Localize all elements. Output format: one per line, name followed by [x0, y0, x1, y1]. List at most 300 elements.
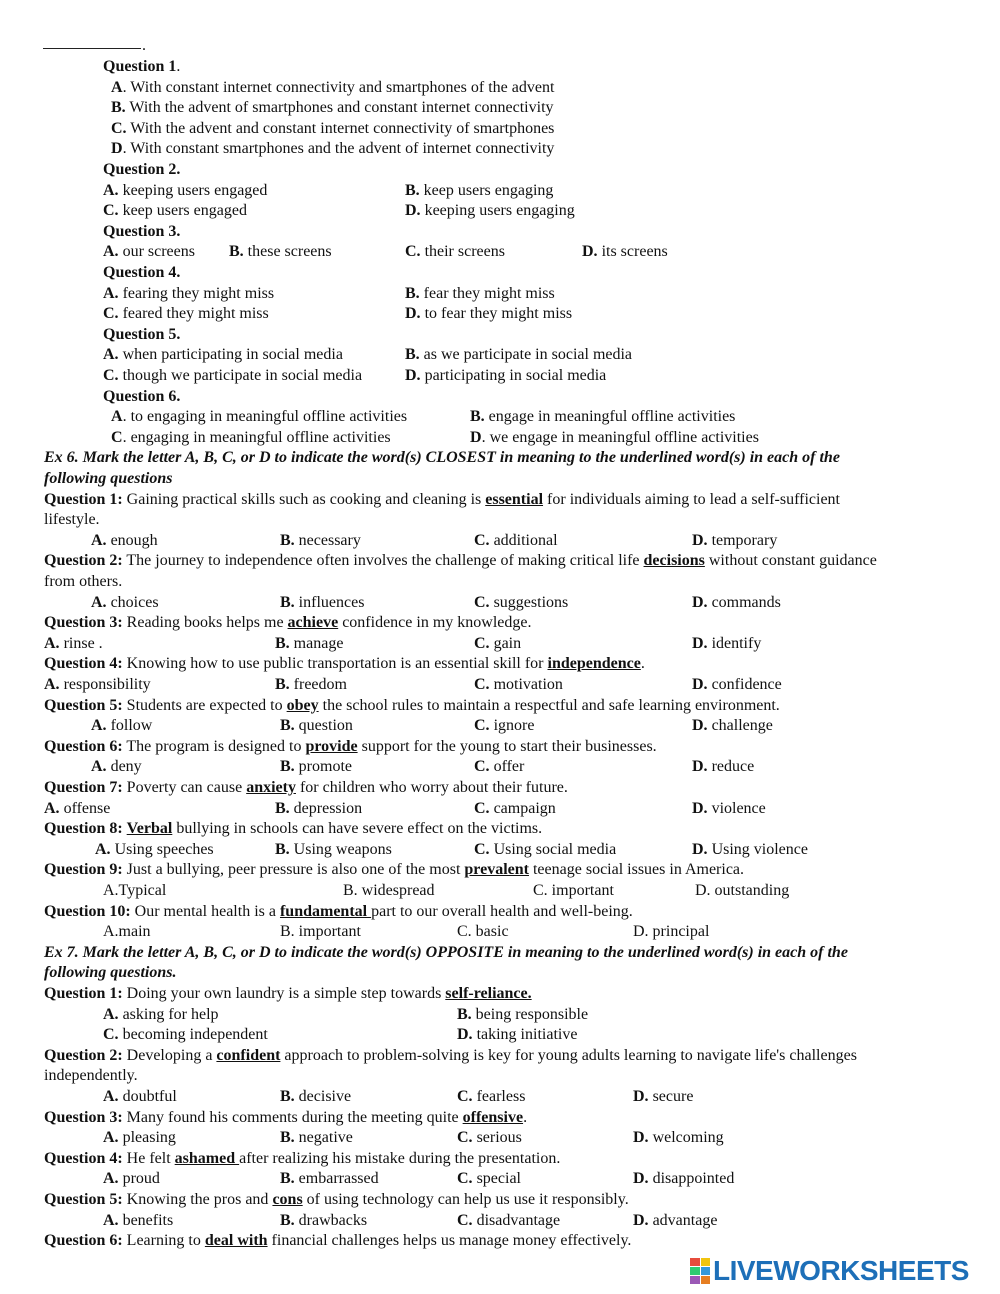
option-c[interactable]	[474, 634, 521, 654]
option-b[interactable]	[470, 407, 735, 427]
option-letter: A.	[103, 1129, 119, 1147]
option-letter: C.	[111, 119, 127, 137]
stem-text-before: Doing your own laundry is a simple step towards	[122, 985, 446, 1002]
underlined-word: Verbal	[126, 820, 173, 838]
option-letter: D.	[692, 676, 708, 693]
stem-text-before: Learning to	[122, 1232, 205, 1250]
options-row	[0, 139, 1000, 159]
option-d[interactable]	[692, 840, 808, 860]
option-text: . With constant smartphones and the advent of internet connectivity	[122, 140, 555, 158]
option-letter: B.	[275, 634, 290, 652]
option-letter: B.	[280, 758, 295, 776]
option-c[interactable]	[111, 119, 554, 139]
options-row	[0, 881, 1000, 901]
option-text: rinse .	[59, 634, 103, 652]
option-text: their screens	[420, 243, 505, 261]
stem-continuation: independently.	[44, 1067, 138, 1085]
option-c[interactable]	[103, 366, 362, 386]
option-text: fearless	[472, 1088, 526, 1105]
option-letter: A.	[44, 676, 60, 693]
option-d[interactable]	[633, 1211, 717, 1231]
option-letter: A.	[103, 243, 119, 261]
option-letter: B.	[280, 1170, 295, 1188]
options-row	[0, 428, 1000, 448]
exercise-heading-line1: Ex 6. Mark the letter A, B, C, or D to indicate the word(s) CLOSEST in meaning to the underlined word(s) in each of the	[44, 449, 840, 467]
options-row	[0, 304, 1000, 324]
question-stem	[44, 819, 542, 839]
option-d[interactable]	[692, 716, 773, 736]
stem-text-before: The program is designed to	[122, 737, 306, 755]
option-text: serious	[472, 1129, 522, 1147]
question-6-label: Question 6:	[44, 737, 123, 755]
option-a[interactable]	[103, 1169, 160, 1189]
option-letter: D.	[405, 202, 421, 220]
option-d[interactable]	[633, 1169, 734, 1189]
liveworksheets-logo	[690, 1255, 969, 1287]
option-b[interactable]	[280, 1128, 353, 1148]
option-d[interactable]	[405, 304, 572, 324]
option-a[interactable]	[103, 181, 267, 201]
answer-blank-line	[43, 48, 141, 49]
exercise-heading-line2: following questions	[44, 470, 173, 487]
question-stem-continuation	[44, 572, 122, 592]
question-6-label: Question 6:	[44, 1232, 123, 1250]
question-stem	[44, 1046, 857, 1066]
question-3-label: Question 3.	[103, 222, 181, 240]
option-letter: D.	[405, 367, 421, 384]
option-c[interactable]	[103, 304, 269, 324]
stem-text-after: without constant guidance	[704, 552, 877, 570]
option-a[interactable]	[103, 922, 151, 942]
underlined-word: prevalent	[464, 861, 529, 879]
option-text: temporary	[707, 531, 778, 549]
option-letter: A	[111, 78, 123, 96]
option-b[interactable]	[280, 716, 353, 736]
option-letter: A	[111, 408, 123, 426]
option-text: engage in meaningful offline activities	[484, 408, 736, 426]
option-b[interactable]	[280, 922, 361, 942]
option-c[interactable]	[474, 757, 524, 777]
option-letter: C.	[474, 717, 490, 735]
option-letter: A.	[91, 717, 107, 735]
stem-text-after: the school rules to maintain a respectful and safe learning environment.	[318, 696, 780, 714]
option-text: Using speeches	[110, 840, 214, 858]
option-a[interactable]	[103, 1005, 219, 1025]
option-text: drawbacks	[294, 1211, 368, 1229]
stem-text-before: Our mental health is a	[130, 902, 280, 920]
options-row	[0, 1128, 1000, 1148]
option-a[interactable]	[103, 1087, 177, 1107]
option-c[interactable]	[103, 201, 247, 221]
options-row	[0, 675, 1000, 695]
exercise-heading-line2: following questions.	[44, 964, 177, 982]
option-text: depression	[289, 799, 363, 817]
option-letter: C.	[457, 1088, 473, 1105]
options-row	[0, 345, 1000, 365]
underlined-word: ashamed	[174, 1149, 240, 1167]
stem-text-after: support for the young to start their businesses.	[357, 737, 657, 755]
stem-text-before: Knowing how to use public transportation is an essential skill for	[122, 655, 548, 673]
option-letter: D.	[692, 799, 708, 817]
option-a[interactable]	[103, 345, 343, 365]
option-d[interactable]	[582, 242, 668, 262]
underlined-word: self-reliance.	[445, 985, 532, 1002]
question-4-label: Question 4:	[44, 655, 123, 673]
option-b[interactable]	[280, 1169, 379, 1189]
exercise-heading	[44, 963, 176, 983]
question-stem	[44, 1149, 560, 1169]
option-text: necessary	[294, 531, 361, 549]
option-text: disappointed	[648, 1170, 735, 1188]
options-row	[0, 98, 1000, 118]
option-letter: A.	[91, 593, 107, 611]
option-b[interactable]	[280, 1211, 367, 1231]
option-c[interactable]	[457, 1169, 521, 1189]
option-d[interactable]	[695, 881, 789, 901]
option-text: With the advent of smartphones and constant internet connectivity	[125, 99, 554, 117]
option-d[interactable]	[692, 531, 777, 551]
option-letter: B.	[405, 181, 420, 199]
underlined-word: achieve	[287, 614, 339, 632]
question-5-label: Question 5.	[103, 325, 181, 343]
options-row	[0, 284, 1000, 304]
options-row	[0, 78, 1000, 98]
exercise-heading-line1: Ex 7. Mark the letter A, B, C, or D to indicate the word(s) OPPOSITE in meaning to the underlined word(s) in each of the	[44, 943, 848, 961]
option-text: secure	[648, 1088, 694, 1105]
option-text: Using social media	[489, 840, 617, 858]
question-label	[103, 160, 180, 180]
option-letter: D.	[692, 634, 708, 652]
option-text: these screens	[243, 243, 332, 261]
stem-text-before: He felt	[122, 1149, 175, 1167]
exercise-heading	[44, 943, 848, 963]
option-letter: B.	[405, 284, 420, 302]
option-letter: B.	[280, 1129, 295, 1147]
option-c[interactable]	[533, 881, 614, 901]
option-text: With the advent and constant internet connectivity of smartphones	[126, 119, 555, 137]
question-4-label: Question 4.	[103, 264, 181, 281]
option-letter: D	[111, 140, 123, 158]
option-c[interactable]	[474, 716, 534, 736]
options-row	[0, 366, 1000, 386]
option-a[interactable]	[44, 799, 110, 819]
options-row	[0, 1005, 1000, 1025]
question-8-label: Question 8:	[44, 820, 123, 838]
option-d[interactable]	[470, 428, 759, 448]
option-b[interactable]	[280, 757, 352, 777]
stem-text-before: Students are expected to	[122, 696, 287, 714]
options-row	[0, 119, 1000, 139]
option-a[interactable]	[103, 242, 195, 262]
option-b[interactable]	[275, 799, 362, 819]
options-row	[0, 716, 1000, 736]
options-row	[0, 1211, 1000, 1231]
option-text: to fear they might miss	[420, 305, 573, 323]
stem-text-before: Just a bullying, peer pressure is also one of the most	[122, 861, 465, 879]
options-row	[0, 634, 1000, 654]
option-letter: C.	[103, 202, 119, 220]
stem-text-before: Poverty can cause	[122, 779, 247, 796]
question-stem	[44, 696, 780, 716]
option-letter: D.	[633, 1211, 649, 1229]
option-letter: C.	[103, 305, 119, 323]
question-5-label: Question 5:	[44, 1191, 123, 1208]
question-stem	[44, 551, 877, 571]
logo-text: LIVEWORKSHEETS	[713, 1255, 969, 1286]
stem-text-after: confidence in my knowledge.	[338, 614, 532, 632]
option-letter: D.	[692, 593, 708, 611]
option-text: motivation	[489, 676, 563, 693]
option-letter: D.	[692, 717, 708, 735]
option-d[interactable]	[633, 1128, 724, 1148]
option-d[interactable]	[692, 675, 782, 695]
logo-mark-tile	[690, 1267, 700, 1275]
option-text: keeping users engaging	[420, 202, 575, 220]
option-text: influences	[294, 593, 365, 611]
option-letter: A.	[95, 840, 111, 858]
option-a[interactable]	[95, 840, 214, 860]
option-a[interactable]	[103, 1128, 176, 1148]
option-text: special	[472, 1170, 521, 1188]
option-d[interactable]	[692, 799, 766, 819]
question-stem	[44, 654, 645, 674]
stem-text-after: financial challenges helps us manage money effectively.	[267, 1232, 632, 1250]
option-d[interactable]	[692, 757, 754, 777]
option-letter: A.	[103, 1211, 119, 1229]
option-letter: B.	[111, 99, 126, 117]
option-text: our screens	[118, 243, 195, 261]
option-text: offer	[489, 758, 525, 776]
option-letter: D	[470, 428, 482, 446]
option-b[interactable]	[275, 840, 392, 860]
stem-text-after: for children who worry about their future.	[295, 779, 568, 796]
option-text: disadvantage	[472, 1211, 561, 1229]
option-letter: C.	[405, 243, 421, 261]
stem-text-after: part to our overall health and well-being.	[371, 902, 633, 920]
logo-mark-icon	[690, 1258, 710, 1284]
option-b[interactable]	[457, 1005, 588, 1025]
question-stem	[44, 778, 568, 798]
option-b[interactable]	[280, 593, 364, 613]
option-b[interactable]	[343, 881, 435, 901]
underlined-word: provide	[305, 737, 358, 755]
option-c[interactable]	[474, 593, 568, 613]
question-stem	[44, 613, 531, 633]
option-a[interactable]	[103, 284, 274, 304]
option-a[interactable]	[111, 78, 554, 98]
option-b[interactable]	[405, 181, 553, 201]
option-b[interactable]	[280, 531, 361, 551]
option-a[interactable]	[91, 716, 152, 736]
option-a[interactable]	[103, 881, 166, 901]
option-d[interactable]	[633, 1087, 693, 1107]
option-c[interactable]	[111, 428, 391, 448]
option-letter: D.	[692, 531, 708, 549]
option-letter: D.	[405, 305, 421, 323]
question-3-label: Question 3:	[44, 614, 123, 632]
logo-mark-tile	[701, 1258, 711, 1266]
option-text: its screens	[597, 243, 668, 261]
option-text: promote	[294, 758, 352, 776]
underlined-word: deal with	[204, 1232, 268, 1250]
stem-text-before: Gaining practical skills such as cooking and cleaning is	[122, 490, 486, 508]
option-b[interactable]	[405, 284, 555, 304]
options-row	[0, 531, 1000, 551]
stem-continuation: from others.	[44, 573, 123, 590]
question-2-label: Question 2:	[44, 1046, 123, 1064]
stem-text-after: for individuals aiming to lead a self-sufficient	[543, 490, 840, 508]
option-d[interactable]	[405, 201, 575, 221]
option-text: . we engage in meaningful offline activities	[481, 428, 759, 446]
option-text: pleasing	[118, 1129, 176, 1147]
options-row	[0, 407, 1000, 427]
stem-continuation: lifestyle.	[44, 511, 100, 529]
option-letter: A.	[91, 758, 107, 776]
option-text: . With constant internet connectivity and smartphones of the advent	[122, 78, 555, 96]
option-letter: A.	[103, 346, 119, 364]
option-letter: B.	[280, 1211, 295, 1229]
option-text: negative	[294, 1129, 353, 1147]
options-row	[0, 201, 1000, 221]
option-letter: B.	[229, 243, 244, 261]
option-text: advantage	[648, 1211, 718, 1229]
option-text: B. important	[280, 923, 361, 941]
option-d[interactable]	[111, 139, 554, 159]
option-letter: B.	[280, 593, 295, 611]
option-c[interactable]	[405, 242, 505, 262]
option-text: Using violence	[707, 840, 808, 858]
option-c[interactable]	[457, 922, 509, 942]
option-text: gain	[489, 634, 522, 652]
option-a[interactable]	[111, 407, 407, 427]
options-row	[0, 242, 1000, 262]
option-letter: B.	[280, 531, 295, 549]
option-b[interactable]	[111, 98, 554, 118]
underlined-word: decisions	[643, 552, 705, 570]
logo-mark-tile	[690, 1276, 700, 1284]
question-stem	[44, 737, 657, 757]
option-letter: C.	[474, 676, 490, 693]
stem-text-after: after realizing his mistake during the presentation.	[239, 1149, 561, 1167]
option-a[interactable]	[91, 593, 159, 613]
options-row	[0, 181, 1000, 201]
option-a[interactable]	[44, 675, 151, 695]
option-text: additional	[489, 531, 558, 549]
option-text: Using weapons	[289, 840, 392, 858]
stem-text-before: Knowing the pros and	[122, 1191, 273, 1208]
option-letter: A.	[44, 799, 60, 817]
option-text: benefits	[118, 1211, 174, 1229]
logo-mark-tile	[690, 1258, 700, 1266]
option-text: fear they might miss	[419, 284, 555, 302]
option-c[interactable]	[457, 1128, 522, 1148]
option-letter: C.	[474, 758, 490, 776]
option-c[interactable]	[103, 1025, 268, 1045]
option-text: suggestions	[489, 593, 569, 611]
question-label	[103, 325, 180, 345]
option-a[interactable]	[44, 634, 103, 654]
option-c[interactable]	[474, 675, 563, 695]
option-b[interactable]	[275, 634, 343, 654]
options-row	[0, 1087, 1000, 1107]
option-text: participating in social media	[420, 367, 607, 384]
option-c[interactable]	[474, 531, 558, 551]
question-stem	[44, 984, 532, 1004]
option-text: . engaging in meaningful offline activities	[122, 428, 391, 446]
option-text: D. outstanding	[695, 882, 790, 899]
option-c[interactable]	[457, 1087, 525, 1107]
option-text: manage	[289, 634, 344, 652]
option-b[interactable]	[229, 242, 332, 262]
option-letter: B.	[457, 1005, 472, 1023]
option-letter: C.	[103, 367, 119, 384]
stem-text-after: bullying in schools can have severe effect on the victims.	[172, 820, 543, 838]
option-letter: A.	[44, 634, 60, 652]
option-text: keep users engaging	[419, 181, 554, 199]
question-stem	[44, 1190, 629, 1210]
underlined-word: offensive	[462, 1108, 524, 1126]
question-label	[103, 57, 180, 77]
question-stem	[44, 1108, 527, 1128]
exercise-heading	[44, 469, 172, 489]
stem-text-before: The journey to independence often involves the challenge of making critical life	[122, 552, 644, 570]
option-letter: D.	[582, 243, 598, 261]
option-c[interactable]	[474, 799, 556, 819]
option-letter: A.	[103, 284, 119, 302]
stem-text-before: Developing a	[122, 1046, 217, 1064]
option-text: D. principal	[633, 923, 710, 941]
option-d[interactable]	[633, 922, 709, 942]
option-d[interactable]	[692, 593, 781, 613]
option-text: enough	[106, 531, 158, 549]
option-letter: B.	[275, 799, 290, 817]
option-text: ignore	[489, 717, 535, 735]
stem-text-after: .	[523, 1108, 528, 1126]
option-text: feared they might miss	[118, 305, 269, 323]
stem-text-before: Reading books helps me	[122, 614, 288, 632]
option-text: B. widespread	[343, 882, 435, 899]
question-1-label: Question 1	[103, 58, 177, 75]
option-d[interactable]	[692, 634, 761, 654]
question-stem-continuation	[44, 1066, 138, 1086]
stem-text-after: approach to problem-solving is key for young adults learning to navigate life's challenges	[280, 1046, 857, 1064]
options-row	[0, 1025, 1000, 1045]
option-b[interactable]	[405, 345, 632, 365]
option-b[interactable]	[275, 675, 347, 695]
option-text: welcoming	[648, 1129, 724, 1147]
question-stem-continuation	[44, 510, 100, 530]
exercise-heading	[44, 448, 840, 468]
option-d[interactable]	[457, 1025, 577, 1045]
option-text: as we participate in social media	[419, 346, 633, 364]
question-label	[103, 222, 180, 242]
option-text: becoming independent	[118, 1026, 268, 1044]
option-letter: D.	[457, 1026, 473, 1044]
option-text: challenge	[707, 717, 773, 735]
question-3-label: Question 3:	[44, 1108, 123, 1126]
stem-text-before: Many found his comments during the meeting quite	[122, 1108, 463, 1126]
question-stem	[44, 902, 633, 922]
option-b[interactable]	[280, 1087, 351, 1107]
option-a[interactable]	[91, 531, 158, 551]
option-text: decisive	[294, 1088, 352, 1105]
option-letter: C.	[457, 1170, 473, 1188]
option-c[interactable]	[474, 840, 616, 860]
option-d[interactable]	[405, 366, 606, 386]
option-a[interactable]	[91, 757, 142, 777]
option-a[interactable]	[103, 1211, 173, 1231]
option-c[interactable]	[457, 1211, 560, 1231]
